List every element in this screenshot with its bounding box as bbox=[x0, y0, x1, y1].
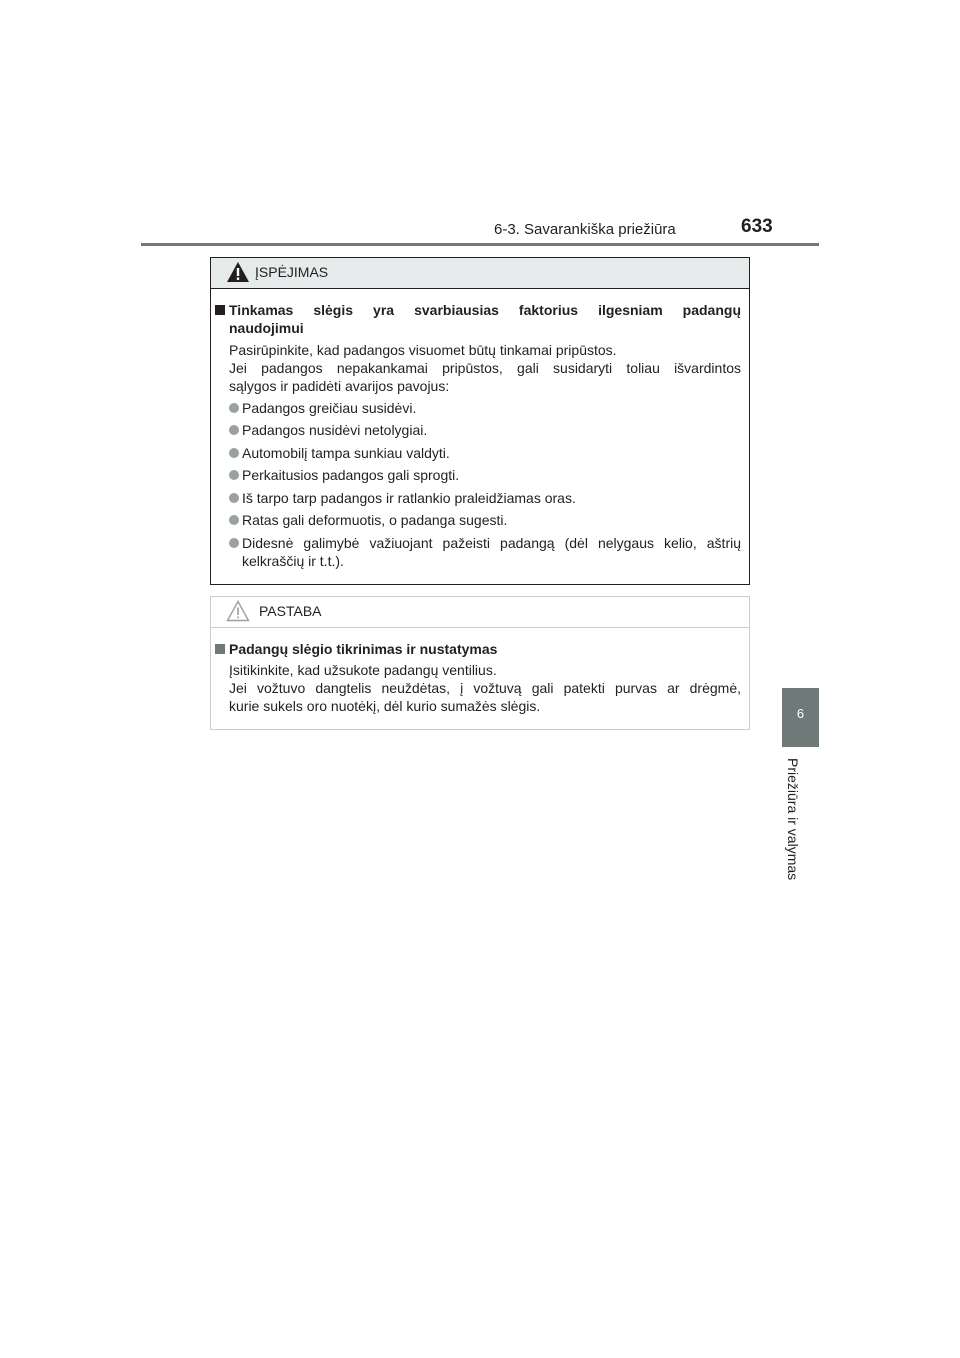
page-number: 633 bbox=[741, 216, 773, 237]
bullet-text: Padangos nusidėvi netolygiai. bbox=[242, 422, 428, 438]
warning-title: ĮSPĖJIMAS bbox=[255, 264, 329, 280]
warning-intro-line1: Pasirūpinkite, kad padangos visuomet būtų tinkamai pripūstos. bbox=[229, 342, 617, 358]
bullet-item bbox=[229, 511, 741, 529]
bullet-text: Automobilį tampa sunkiau valdyti. bbox=[242, 445, 450, 461]
round-bullet-icon bbox=[229, 425, 239, 435]
warning-intro-line3: sąlygos ir padidėti avarijos pavojus: bbox=[229, 378, 450, 394]
notice-header bbox=[211, 597, 749, 628]
round-bullet-icon bbox=[229, 448, 239, 458]
warning-heading-line2: naudojimui bbox=[229, 320, 304, 336]
warning-header bbox=[211, 258, 749, 289]
bullet-text-line1: Didesnė galimybė važiuojant pažeisti padangą (dėl nelygaus kelio, aštrių bbox=[242, 535, 741, 551]
bullet-item bbox=[229, 489, 741, 507]
warning-icon bbox=[226, 261, 250, 283]
bullet-item bbox=[229, 444, 741, 462]
bullet-text: Iš tarpo tarp padangos ir ratlankio praleidžiamas oras. bbox=[242, 490, 576, 506]
round-bullet-icon bbox=[229, 515, 239, 525]
round-bullet-icon bbox=[229, 403, 239, 413]
round-bullet-icon bbox=[229, 493, 239, 503]
square-bullet-icon bbox=[215, 305, 225, 315]
bullet-item bbox=[229, 534, 741, 570]
bullet-item bbox=[229, 399, 741, 417]
warning-box bbox=[210, 257, 750, 585]
notice-heading bbox=[215, 640, 741, 658]
bullet-text: Perkaitusios padangos gali sprogti. bbox=[242, 467, 460, 483]
chapter-tab bbox=[782, 688, 819, 747]
section-title: 6-3. Savarankiška priežiūra bbox=[494, 221, 676, 238]
notice-text bbox=[229, 661, 741, 715]
warning-heading-line1: Tinkamas slėgis yra svarbiausias faktorius ilgesniam padangų bbox=[229, 302, 741, 318]
notice-title: PASTABA bbox=[259, 603, 322, 619]
header-rule bbox=[141, 243, 819, 246]
warning-intro-line2: Jei padangos nepakankamai pripūstos, gali susidaryti toliau išvardintos bbox=[229, 360, 741, 376]
chapter-label: Priežiūra ir valymas bbox=[785, 758, 801, 881]
bullet-item bbox=[229, 466, 741, 484]
notice-line1: Įsitikinkite, kad užsukote padangų ventilius. bbox=[229, 662, 497, 678]
caution-icon bbox=[226, 600, 250, 622]
bullet-text: Ratas gali deformuotis, o padanga sugesti. bbox=[242, 512, 508, 528]
bullet-item bbox=[229, 421, 741, 439]
notice-line3: kurie sukels oro nuotėkį, dėl kurio sumažės slėgis. bbox=[229, 698, 541, 714]
notice-box bbox=[210, 596, 750, 730]
round-bullet-icon bbox=[229, 470, 239, 480]
round-bullet-icon bbox=[229, 538, 239, 548]
bullet-text-line2: kelkraščių ir t.t.). bbox=[242, 553, 344, 569]
warning-heading bbox=[215, 301, 741, 337]
notice-heading-text: Padangų slėgio tikrinimas ir nustatymas bbox=[229, 641, 498, 657]
notice-line2: Jei vožtuvo dangtelis neuždėtas, į vožtuvą gali patekti purvas ar drėgmė, bbox=[229, 680, 741, 696]
square-bullet-icon bbox=[215, 644, 225, 654]
warning-intro bbox=[229, 341, 741, 395]
chapter-number: 6 bbox=[796, 706, 805, 721]
bullet-text: Padangos greičiau susidėvi. bbox=[242, 400, 417, 416]
